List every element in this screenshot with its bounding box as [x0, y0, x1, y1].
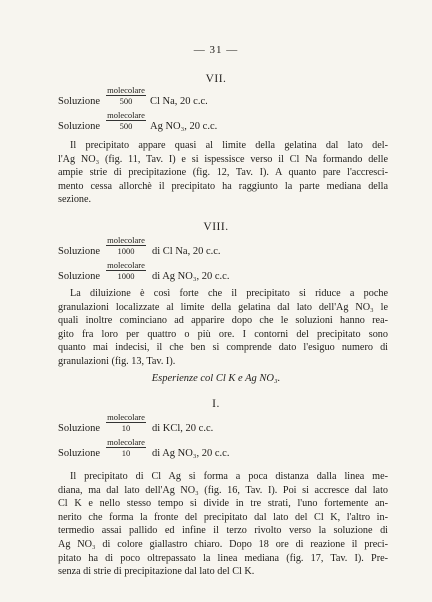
- fraction-numerator: molecolare: [107, 260, 145, 270]
- solution-line: [58, 260, 388, 285]
- fraction-numerator: molecolare: [107, 110, 145, 120]
- fraction-numerator: molecolare: [107, 235, 145, 245]
- fraction-denominator: 10: [121, 448, 131, 458]
- solution-reagent: di Cl Na, 20 c.c.: [152, 246, 221, 257]
- text-line: gito fra loro per quattro o più ore. I contorni del precipitato sono: [58, 328, 388, 340]
- concentration-fraction: [104, 438, 148, 458]
- solution-line: [58, 412, 388, 437]
- text-line: La diluizione è così forte che il precipitato si riduce a poche: [70, 288, 388, 299]
- fraction-denominator: 500: [119, 96, 133, 106]
- section-heading-vii: VII.: [205, 73, 227, 85]
- solution-line: [58, 110, 388, 135]
- concentration-fraction: [104, 86, 148, 106]
- solution-reagent: di KCl, 20 c.c.: [152, 423, 214, 434]
- solution-label: Soluzione: [58, 271, 100, 282]
- solution-label: Soluzione: [58, 423, 100, 434]
- text-line: sezione.: [58, 194, 92, 206]
- text-line: granulazioni localizzate al limite della gelatina dal lato dell'Ag NO₃ le: [58, 301, 388, 313]
- text-line: nerito che forma la fronte del precipitato dal lato del Cl K, l'altro in-: [58, 511, 388, 523]
- page-number: — 31 —: [193, 44, 239, 56]
- fraction-numerator: molecolare: [107, 412, 145, 422]
- text-line: quanto mai indecisi, il che ben si comprende dato l'esiguo numero di: [58, 342, 388, 354]
- solution-reagent: di Ag NO₃, 20 c.c.: [152, 448, 230, 459]
- paragraph-i: [58, 470, 388, 579]
- text-line: termedio assai pallido ed infine il terzo rivolto verso la soluzione di: [58, 525, 388, 537]
- solution-label: Soluzione: [58, 448, 100, 459]
- fraction-denominator: 500: [119, 121, 133, 131]
- text-line: diana, ma dal lato dell'Ag NO₃ (fig. 16, Tav. I). Poi si accresce dal lato: [58, 484, 388, 496]
- solution-label: Soluzione: [58, 96, 100, 107]
- text-line: senza di strie di precipitazione dal lato del Cl K.: [58, 566, 255, 578]
- concentration-fraction: [104, 111, 148, 131]
- fraction-denominator: 1000: [117, 271, 135, 281]
- text-line: ampie strie di precipitazione (fig. 12, Tav. I). A quanto pare l'accresci-: [58, 167, 388, 179]
- concentration-fraction: [104, 261, 148, 281]
- concentration-fraction: [104, 236, 148, 256]
- text-line: granulazioni (fig. 13, Tav. I).: [58, 355, 176, 367]
- solution-line: [58, 85, 388, 110]
- text-line: mento cessa allorchè il precipitato ha raggiunto la parte mediana della: [58, 180, 388, 192]
- solution-label: Soluzione: [58, 246, 100, 257]
- paragraph-vii: [58, 139, 388, 207]
- fraction-denominator: 1000: [117, 246, 135, 256]
- section-heading-viii: VIII.: [203, 221, 229, 233]
- solution-label: Soluzione: [58, 121, 100, 132]
- text-line: pitato ha di poco oltrepassato la linea mediana (fig. 17, Tav. I). Pre-: [58, 552, 388, 564]
- text-line: quali inoltre cominciano ad apparire dopo che le soluzioni hanno rea-: [58, 315, 388, 327]
- solution-reagent: di Ag NO₃, 20 c.c.: [152, 271, 230, 282]
- text-line: Ag NO₃ di colore giallastro chiaro. Dopo 18 ore di reazione il preci-: [58, 538, 388, 550]
- text-line: l'Ag NO₃ (fig. 11, Tav. I) e si ispessisce verso il Cl Na formando delle: [58, 153, 388, 165]
- fraction-denominator: 10: [121, 423, 131, 433]
- solution-reagent: Cl Na, 20 c.c.: [150, 96, 208, 107]
- solution-reagent: Ag NO₃, 20 c.c.: [150, 121, 218, 132]
- fraction-numerator: molecolare: [107, 437, 145, 447]
- experiments-subtitle: Esperienze col Cl K e Ag NO₃.: [151, 373, 281, 384]
- solution-line: [58, 235, 388, 260]
- section-heading-i: I.: [212, 398, 220, 410]
- paragraph-viii: [58, 287, 388, 369]
- solution-line: [58, 437, 388, 462]
- concentration-fraction: [104, 413, 148, 433]
- fraction-numerator: molecolare: [107, 85, 145, 95]
- text-line: Il precipitato di Cl Ag si forma a poca distanza dalla linea me-: [70, 471, 388, 482]
- text-line: Il precipitato appare quasi al limite della gelatina dal lato del-: [70, 140, 388, 151]
- text-line: Cl K e nello stesso tempo si divide in tre strati, l'uno fortemente an-: [58, 498, 388, 510]
